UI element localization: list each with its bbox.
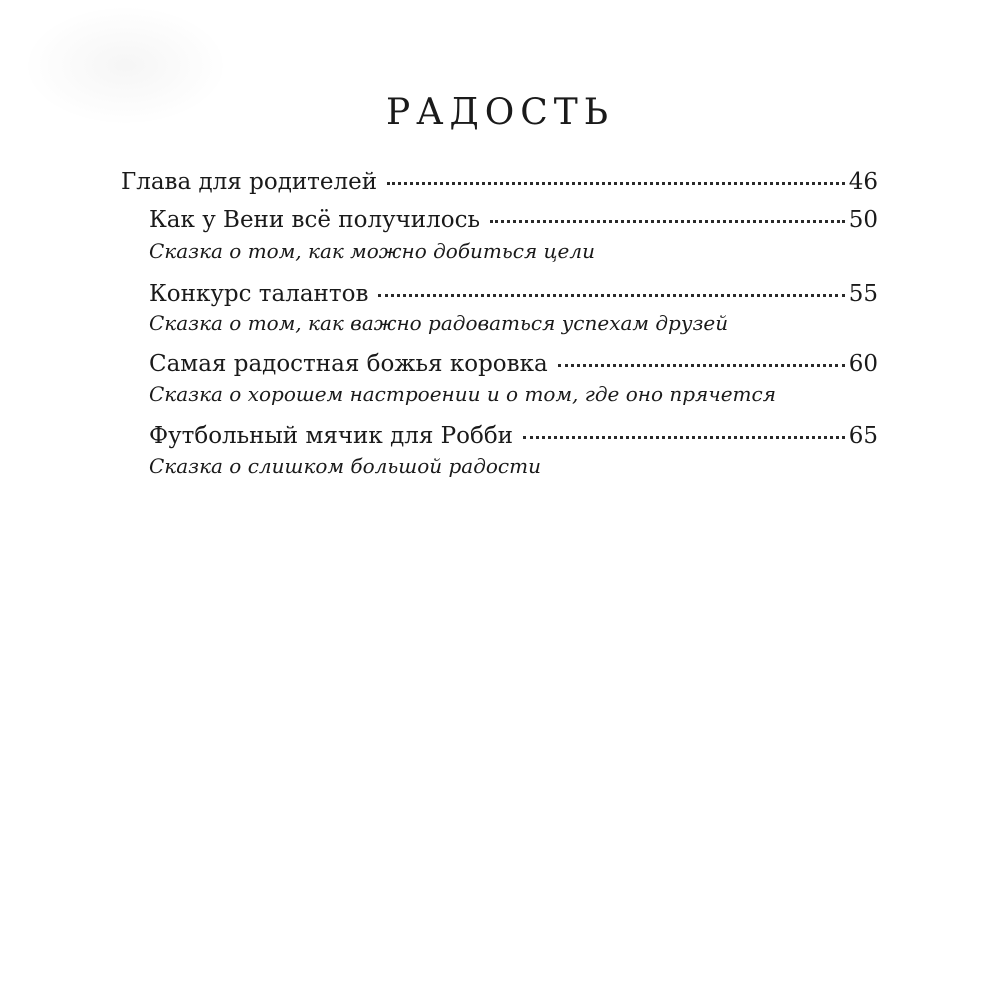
toc-entry-subtitle: Сказка о том, как можно добиться цели	[149, 239, 595, 263]
toc-entry-page: 60	[848, 351, 878, 377]
toc-entry-title: Конкурс талантов	[149, 281, 369, 307]
toc-entry-page: 55	[848, 281, 878, 307]
dot-leader	[387, 182, 845, 185]
dot-leader	[378, 294, 844, 297]
toc-entry-title: Глава для родителей	[121, 169, 378, 195]
dot-leader	[558, 364, 845, 367]
toc-entry-parents-chapter[interactable]	[121, 168, 878, 196]
toc-entry-story-4[interactable]	[149, 422, 878, 450]
toc-entry-subtitle: Сказка о хорошем настроении и о том, где оно прячется	[149, 382, 776, 406]
toc-entry-subtitle: Сказка о том, как важно радоваться успехам друзей	[149, 311, 729, 335]
toc-entry-page: 50	[848, 207, 878, 233]
toc-entry-title: Самая радостная божья коровка	[149, 351, 548, 377]
toc-entry-title: Как у Вени всё получилось	[149, 207, 480, 233]
toc-entry-story-2[interactable]	[149, 280, 878, 308]
toc-entry-title: Футбольный мячик для Робби	[149, 423, 514, 449]
toc-entry-subtitle: Сказка о слишком большой радости	[149, 454, 541, 478]
section-title: РАДОСТЬ	[385, 92, 615, 133]
dot-leader	[523, 436, 845, 439]
toc-entry-page: 46	[848, 169, 878, 195]
toc-entry-page: 65	[848, 423, 878, 449]
toc-entry-story-1[interactable]	[149, 206, 878, 234]
toc-entry-story-3[interactable]	[149, 350, 878, 378]
dot-leader	[490, 220, 845, 223]
